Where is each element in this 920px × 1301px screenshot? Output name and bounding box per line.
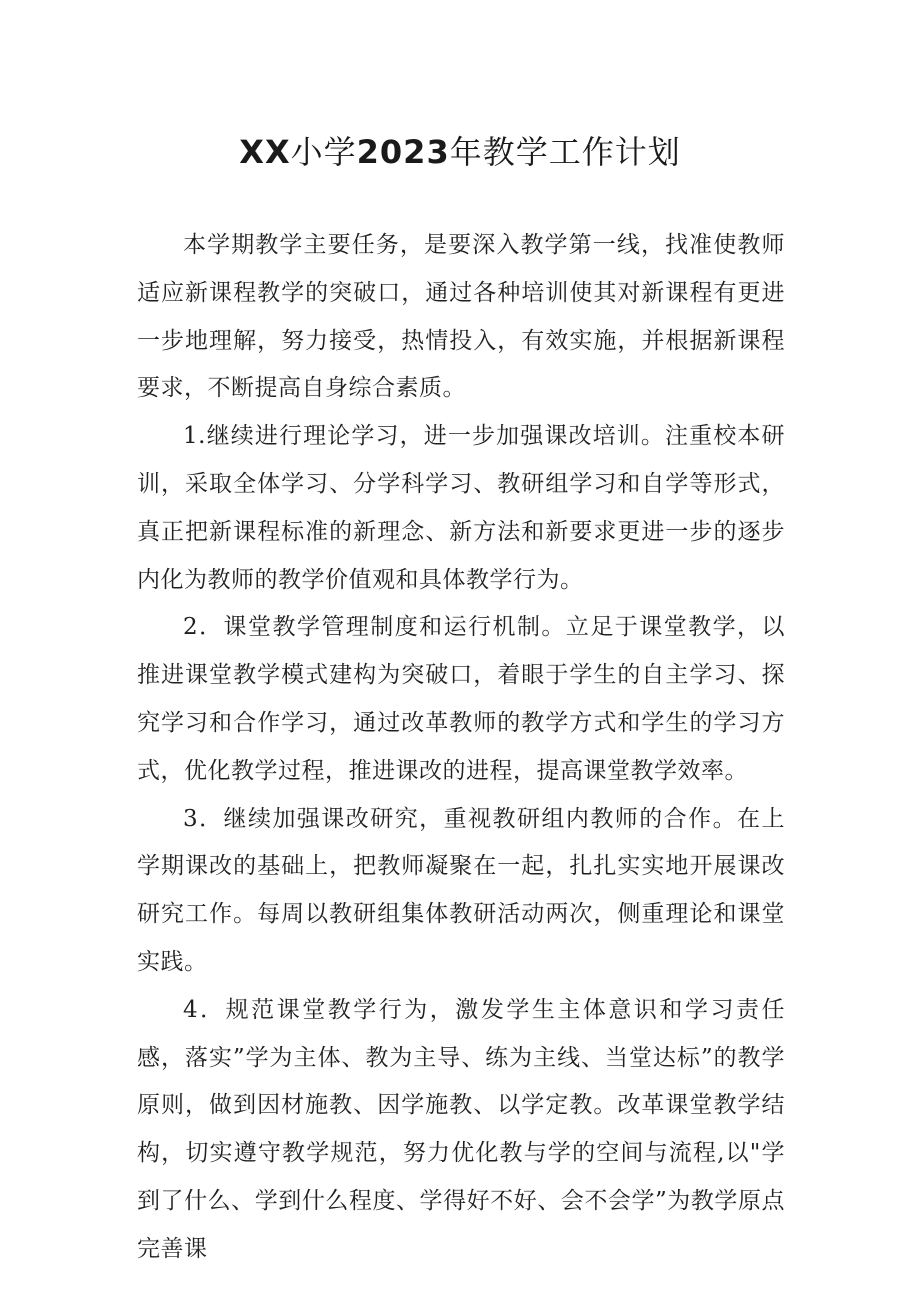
paragraph-item-2: 2．课堂教学管理制度和运行机制。立足于课堂教学，以推进课堂教学模式建构为突破口，着眼于学生的自主学习、探究学习和合作学习，通过改革教师的教学方式和学生的学习方式，优化教学过程，推进课改的进程，提高课堂教学效率。 bbox=[137, 614, 785, 784]
paragraph-item-4: 4．规范课堂教学行为，激发学生主体意识和学习责任感，落实”学为主体、教为主导、练为主线、当堂达标”的教学原则，做到因材施教、因学施教、以学定教。改革课堂教学结构，切实遵守教学规范，努力优化教与学的空间与流程,以"学到了什么、学到什么程度、学得好不好、会不会学”为教学原点完善课 bbox=[137, 996, 785, 1262]
title-subject: 年教学工作计划 bbox=[449, 133, 681, 171]
document-body bbox=[137, 222, 785, 1274]
document-title bbox=[0, 128, 920, 176]
paragraph-item-1: 1.继续进行理论学习，进一步加强课改培训。注重校本研训，采取全体学习、分学科学习、教研组学习和自学等形式，真正把新课程标准的新理念、新方法和新要求更进一步的逐步内化为教师的教学价值观和具体教学行为。 bbox=[137, 423, 785, 593]
title-school-code: XX bbox=[239, 133, 291, 171]
paragraph-intro: 本学期教学主要任务，是要深入教学第一线，找准使教师适应新课程教学的突破口，通过各种培训使其对新课程有更进一步地理解，努力接受，热情投入，有效实施，并根据新课程要求，不断提高自身综合素质。 bbox=[137, 232, 785, 402]
title-year: 2023 bbox=[356, 133, 450, 171]
title-school-type: 小学 bbox=[290, 133, 357, 171]
paragraph-item-3: 3．继续加强课改研究，重视教研组内教师的合作。在上学期课改的基础上，把教师凝聚在一起，扎扎实实地开展课改研究工作。每周以教研组集体教研活动两次，侧重理论和课堂实践。 bbox=[137, 805, 785, 975]
